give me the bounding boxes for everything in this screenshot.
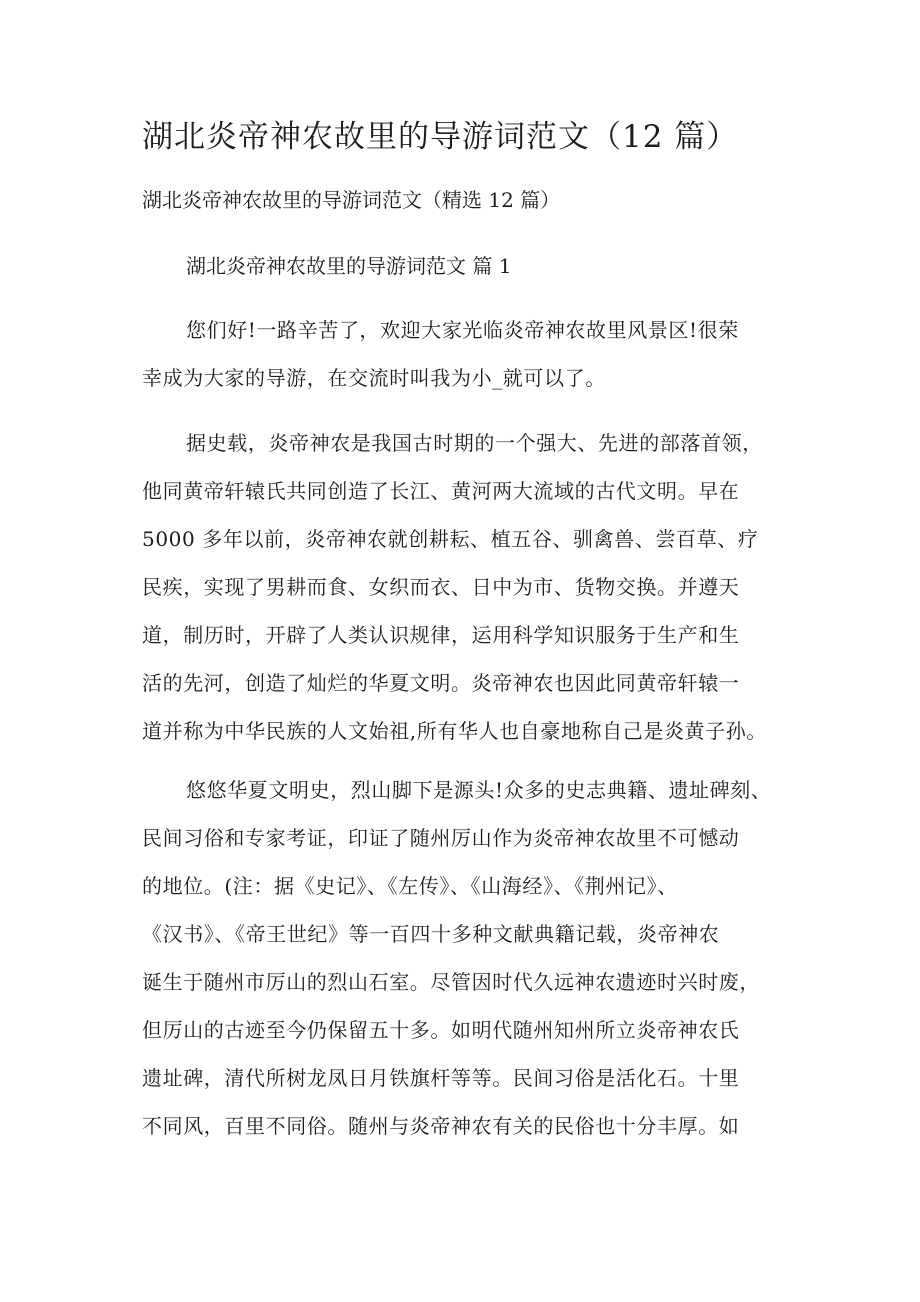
paragraph-line: 5000 多年以前，炎帝神农就创耕耘、植五谷、驯禽兽、尝百草、疗 [142,527,759,551]
paragraph-line: 的地位。(注：据《史记》、《左传》、《山海经》、《荆州记》、 [142,874,678,898]
paragraph-3 [142,766,802,1150]
paragraph-line: 据史载，炎帝神农是我国古时期的一个强大、先进的部落首领， [186,431,763,455]
paragraph-line: 《汉书》、《帝王世纪》等一百四十多种文献典籍记载，炎帝神农 [142,922,720,946]
section-heading: 湖北炎帝神农故里的导游词范文 篇 1 [186,254,512,278]
paragraph-line: 道并称为中华民族的人文始祖,所有华人也自豪地称自己是炎黄子孙。 [142,719,767,743]
paragraph-line: 幸成为大家的导游，在交流时叫我为小_就可以了。 [142,366,606,390]
paragraph-line: 民间习俗和专家考证，印证了随州厉山作为炎帝神农故里不可憾动 [142,826,740,850]
paragraph-line: 遗址碑，清代所树龙凤日月铁旗杆等等。民间习俗是活化石。十里 [142,1066,740,1090]
paragraph-line: 他同黄帝轩辕氏共同创造了长江、黄河两大流域的古代文明。早在 [142,479,740,503]
document-title: 湖北炎帝神农故里的导游词范文（12 篇） [142,119,739,155]
paragraph-line: 不同风，百里不同俗。随州与炎帝神农有关的民俗也十分丰厚。如 [142,1114,740,1138]
paragraph-line: 道，制历时，开辟了人类认识规律，运用科学知识服务于生产和生 [142,623,740,647]
paragraph-line: 悠悠华夏文明史，烈山脚下是源头!众多的史志典籍、遗址碑刻、 [186,778,772,802]
paragraph-line: 活的先河，创造了灿烂的华夏文明。炎帝神农也因此同黄帝轩辕一 [142,671,740,695]
paragraph-line: 您们好!一路辛苦了，欢迎大家光临炎帝神农故里风景区!很荣 [186,318,739,342]
document-subtitle: 湖北炎帝神农故里的导游词范文（精选 12 篇） [142,188,561,212]
paragraph-2 [142,419,802,755]
paragraph-line: 但厉山的古迹至今仍保留五十多。如明代随州知州所立炎帝神农氏 [142,1018,740,1042]
paragraph-line: 诞生于随州市厉山的烈山石室。尽管因时代久远神农遗迹时兴时废， [142,970,760,994]
paragraph-line: 民疾，实现了男耕而食、女织而衣、日中为市、货物交换。并遵天 [142,575,740,599]
paragraph-1 [142,306,802,402]
